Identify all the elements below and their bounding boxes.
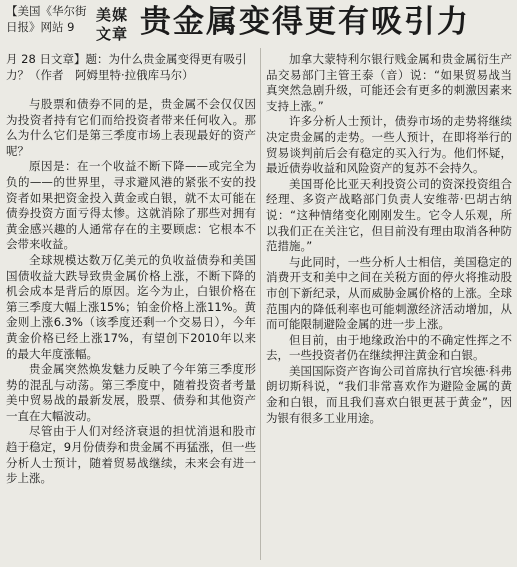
paragraph: 原因是：在一个收益不断下降——或完全为负的——的世界里，寻求避风港的紧张不安的投资者如果把资金投入黄金或白银，就不太可能在债券投资方面亏得太惨。这就消除了那些对拥有黄金感兴趣的人通常存在的主要顾虑：它根本不会带来收益。 bbox=[6, 159, 256, 252]
paragraph: 贵金属突然焕发魅力反映了今年第三季度形势的混乱与动荡。第三季度中，随着投资者考量美中贸易战的最新发展，股票、债券和其他资产一直在大幅波动。 bbox=[6, 362, 256, 423]
article-source: 【美国《华尔街日报》网站 9 bbox=[6, 4, 87, 34]
left-column bbox=[6, 97, 256, 487]
paragraph: 加拿大蒙特利尔银行贱金属和贵金属衍生产品交易部门主管王泰（音）说：“如果贸易战当真突然急剧升级，可能还会有更多的刺激因素来支持上涨。” bbox=[266, 52, 512, 113]
paragraph: 与股票和债券不同的是，贵金属不会仅仅因为投资者持有它们而给投资者带来任何收入。那么为什么它们是第三季度市场上表现最好的资产呢？ bbox=[6, 97, 256, 158]
right-column bbox=[266, 52, 512, 426]
paragraph: 但目前，由于地缘政治中的不确定性挥之不去，一些投资者仍在继续押注黄金和白银。 bbox=[266, 332, 512, 363]
paragraph: 美国国际资产咨询公司首席执行官埃德·科弗朗切斯科说，“我们非常喜欢作为避险金属的黄金和白银，而且我们喜欢白银更甚于黄金”，因为银有很多工业用途。 bbox=[266, 363, 512, 425]
paragraph: 与此同时，一些分析人士相信，美国稳定的消费开支和美中之间在关税方面的停火将推动股市创下新纪录，从而威胁金属价格的上涨。全球范围内的降低利率也可能刺激经济活动增加，从而可能限制避险金属的进一步上涨。 bbox=[266, 254, 512, 332]
paragraph: 尽管由于人们对经济衰退的担忧消退和股市趋于稳定，9月份债券和贵金属不再猛涨，但一些分析人士预计，随着贸易战继续，未来会有进一步上涨。 bbox=[6, 424, 256, 486]
article-lead: 月 28 日文章】题：为什么贵金属变得更有吸引力？（作者 阿姆里特·拉俄库马尔） bbox=[6, 52, 247, 82]
paragraph: 全球规模达数万亿美元的负收益债券和美国国债收益大跌导致贵金属价格上涨，不断下降的机会成本是背后的原因。迄今为止，白银价格在第三季度大幅上涨15%；铂金价格上涨11%。黄金则上涨6.3%（该季度还剩一个交易日），今年黄金价格已经上涨17%，有望创下2010年以来的最大年度涨幅。 bbox=[6, 252, 256, 361]
headline: 贵金属变得更有吸引力 bbox=[140, 4, 470, 40]
paragraph: 许多分析人士预计，债券市场的走势将继续决定贵金属的走势。一些人预计，在即将举行的贸易谈判前后会有稳定的买入行为。他们怀疑，最近债券收益和风险资产的复苏不会持久。 bbox=[266, 114, 512, 176]
paragraph: 美国哥伦比亚天利投资公司的资深投资组合经理、多资产战略部门负责人安维蒂·巴胡古纳说：“这种情绪变化刚刚发生。它令人乐观，所以我们正在关注它，但目前没有理由取消各种防范措施。” bbox=[266, 176, 512, 254]
section-tag: 美媒文章 bbox=[96, 6, 129, 43]
column-divider bbox=[260, 48, 261, 560]
